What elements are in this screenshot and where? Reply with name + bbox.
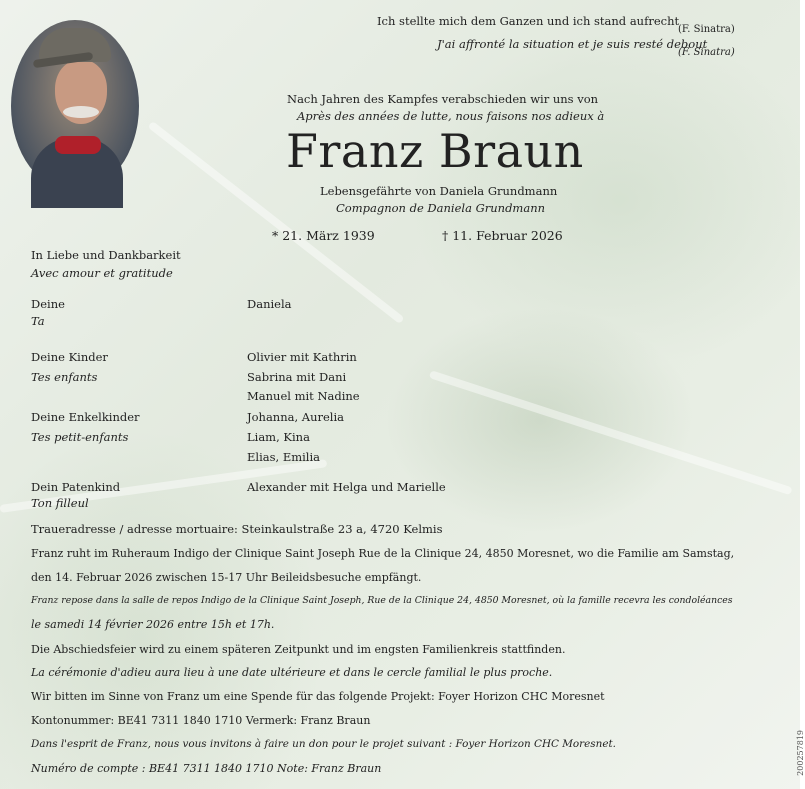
- partner-french: Compagnon de Daniela Grundmann: [336, 201, 546, 215]
- account-info-french: Numéro de compte : BE41 7311 1840 1710 Note: Franz Braun: [31, 762, 382, 775]
- intro-german: Nach Jahren des Kampfes verabschieden wir uns von: [287, 92, 599, 106]
- mourner-name: Sabrina mit Dani: [247, 370, 347, 384]
- mourner-name: Johanna, Aurelia: [247, 410, 345, 424]
- mourner-label-french: Ton filleul: [31, 496, 89, 510]
- greeting-french: Avec amour et gratitude: [31, 266, 173, 280]
- rest-info-german: den 14. Februar 2026 zwischen 15-17 Uhr Beileidsbesuche empfängt.: [31, 571, 422, 584]
- intro-french: Après des années de lutte, nous faisons nos adieux à: [297, 109, 605, 123]
- birth-date: * 21. März 1939: [272, 228, 375, 243]
- greeting-german: In Liebe und Dankbarkeit: [31, 248, 181, 262]
- quote-source-french: (F. Sinatra): [678, 47, 735, 58]
- quote-source-german: (F. Sinatra): [678, 24, 735, 35]
- farewell-info-german: Die Abschiedsfeier wird zu einem späteren Zeitpunkt und im engsten Familienkreis stattfinden.: [31, 643, 566, 656]
- mourner-name: Olivier mit Kathrin: [247, 350, 357, 364]
- rest-info-french: Franz repose dans la salle de repos Indigo de la Clinique Saint Joseph, Rue de la Clinique 24, 4850 Moresnet, où la famille recevra les condoléances: [31, 595, 733, 606]
- mourner-name: Daniela: [247, 297, 292, 311]
- donation-info-german: Wir bitten im Sinne von Franz um eine Spende für das folgende Projekt: Foyer Horizon CHC Moresnet: [31, 690, 605, 703]
- mourner-label-french: Tes enfants: [31, 370, 98, 384]
- partner-german: Lebensgefährte von Daniela Grundmann: [320, 184, 558, 198]
- background-stroke: [429, 370, 793, 495]
- mourner-name: Elias, Emilia: [247, 450, 321, 464]
- mourner-name: Alexander mit Helga und Marielle: [247, 480, 446, 494]
- portrait-photo: [11, 20, 139, 192]
- mourner-label-german: Dein Patenkind: [31, 480, 121, 494]
- deceased-name: Franz Braun: [286, 124, 584, 178]
- rest-info-german: Franz ruht im Ruheraum Indigo der Clinique Saint Joseph Rue de la Clinique 24, 4850 Moresnet, wo die Familie am Samstag,: [31, 547, 735, 560]
- quote-french: J'ai affronté la situation et je suis resté debout: [437, 37, 708, 51]
- quote-german: Ich stellte mich dem Ganzen und ich stand aufrecht: [377, 14, 680, 28]
- mourner-name: Manuel mit Nadine: [247, 389, 360, 403]
- mourner-name: Liam, Kina: [247, 430, 310, 444]
- reference-code: 200257819: [796, 730, 805, 776]
- account-info-german: Kontonummer: BE41 7311 1840 1710 Vermerk: Franz Braun: [31, 714, 371, 727]
- mourner-label-german: Deine Kinder: [31, 350, 108, 364]
- mourner-label-german: Deine Enkelkinder: [31, 410, 140, 424]
- mourner-label-french: Ta: [31, 314, 45, 328]
- mourner-label-german: Deine: [31, 297, 65, 311]
- rest-info-french: le samedi 14 février 2026 entre 15h et 17h.: [31, 618, 275, 631]
- death-date: † 11. Februar 2026: [442, 228, 563, 243]
- mourning-address: Traueradresse / adresse mortuaire: Steinkaulstraße 23 a, 4720 Kelmis: [31, 522, 443, 536]
- mourner-label-french: Tes petit-enfants: [31, 430, 129, 444]
- farewell-info-french: La cérémonie d'adieu aura lieu à une date ultérieure et dans le cercle familial le plus proche.: [31, 666, 553, 679]
- donation-info-french: Dans l'esprit de Franz, nous vous invitons à faire un don pour le projet suivant : Foyer Horizon CHC Moresnet.: [31, 738, 616, 750]
